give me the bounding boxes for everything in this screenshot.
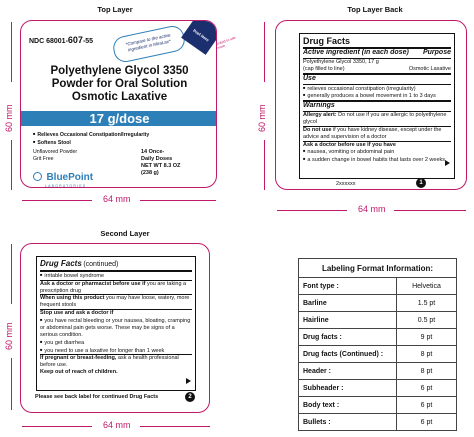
ndc-prefix: NDC 68001- [29, 38, 68, 45]
front-width-line-left [22, 200, 92, 201]
table-row: Barline 1.5 pt [299, 295, 457, 312]
ai-line-1: Polyethylene Glycol 3350, 17 g [303, 59, 379, 65]
front-width-dim: 64 mm [103, 194, 131, 204]
benefits-list [33, 131, 149, 148]
continue-arrow-icon [186, 378, 191, 384]
front-height-dim: 60 mm [4, 104, 14, 132]
format-info-title: Labeling Format Information: [299, 259, 457, 278]
second-height-line-lower [11, 358, 12, 410]
continue-arrow-icon [445, 160, 450, 166]
ndc-code: 607 [67, 35, 83, 45]
table-row: Header : 8 pt [299, 363, 457, 380]
stop-2: ■ you get diarrhea [40, 339, 192, 347]
title-line-1: Polyethylene Glycol 3350 [50, 65, 189, 77]
continued-title: Drug Facts (continued) [40, 259, 119, 268]
table-row: Hairline 0.5 pt [299, 312, 457, 329]
stop-1: ■ you have rectal bleeding or your nausea, bloating, cramping or abdominal pain gets worse. These may be signs of a serious condition. [40, 317, 192, 339]
front-height-line-lower [11, 140, 12, 190]
title-line-3: Osmotic Laxative [71, 91, 168, 104]
page-number-1: 1 [416, 178, 426, 188]
product-title [21, 65, 217, 105]
dose-banner: 17 g/dose [21, 111, 217, 126]
allergy-alert: Allergy alert: Do not use if you are allergic to polyethylene glycol [303, 112, 447, 125]
front-width-line-right [140, 200, 216, 201]
ask-pharmacist: Ask a doctor or pharmacist before use if you are taking a prescription drug [40, 280, 187, 294]
title-line-2: Powder for Oral Solution [51, 78, 188, 91]
second-height-dim: 60 mm [4, 322, 14, 350]
flag-side-note: Unfold to see more [215, 35, 237, 51]
ai-line-2: (cap filled to line) Osmotic Laxative [303, 65, 451, 72]
when-using: When using this product you may have loose, watery, more frequent stools [40, 295, 190, 309]
see-back-label: Please see back label for continued Drug Facts [35, 394, 159, 400]
back-height-dim: 60 mm [257, 104, 267, 132]
ask-doctor: Ask a doctor before use if you have [303, 141, 396, 148]
brand-name: BluePoint [46, 172, 94, 183]
do-not-use: Do not use if you have kidney disease, except under the advice and supervision of a doctor [303, 126, 442, 140]
drug-facts-continued-box [36, 256, 196, 391]
page-number-2: 2 [185, 392, 195, 402]
second-width-line-right [140, 426, 210, 427]
second-width-dim: 64 mm [103, 420, 131, 430]
back-height-line [264, 22, 265, 82]
stop-use: Stop use and ask a doctor if [40, 310, 114, 317]
brand-subtitle: LABORATORIES [45, 184, 87, 188]
lot-code: 2xxxxxx [336, 181, 356, 187]
table-row: Bullets : 6 pt [299, 414, 457, 431]
back-width-line-left [277, 210, 347, 211]
back-width-dim: 64 mm [358, 204, 386, 214]
unflavored-text: Unflavored Powder [33, 149, 78, 155]
front-label-panel [20, 20, 217, 188]
table-row: Font type : Helvetica [299, 278, 457, 295]
table-row: Drug facts : 9 pt [299, 329, 457, 346]
once-daily-1: 14 Once- [141, 149, 165, 155]
top-back-title: Top Layer Back [347, 5, 403, 14]
second-layer-title: Second Layer [100, 229, 150, 238]
ask-1: ■ nausea, vomiting or abdominal pain [303, 148, 451, 156]
table-row: Subheader : 6 pt [299, 380, 457, 397]
use-2: ■ generally produces a bowel movement in 1 to 3 days [303, 92, 451, 100]
drug-facts-title: Drug Facts [303, 36, 351, 46]
ndc-suffix: -55 [82, 38, 94, 45]
top-layer-title: Top Layer [97, 5, 133, 14]
benefit-1: ■ Relieves Occasional Constipation/Irregularity [33, 131, 149, 139]
keep-out-reach: Keep out of reach of children. [40, 369, 118, 376]
once-daily-2: Daily Doses [141, 156, 173, 163]
ndc-number [29, 35, 93, 45]
second-width-line-left [22, 426, 92, 427]
warnings-header: Warnings [303, 102, 335, 110]
use-header: Use [303, 74, 316, 82]
net-weight: NET WT 8.3 OZ [141, 163, 181, 170]
ask-2: ■ a sudden change in bowel habits that lasts over 2 weeks [303, 156, 451, 164]
back-width-line-right [394, 210, 466, 211]
second-height-line [11, 244, 12, 304]
back-label-panel [275, 20, 467, 190]
front-height-line [11, 22, 12, 82]
ibs-line: ■ irritable bowel syndrome [40, 272, 192, 280]
table-row: Body text : 6 pt [299, 397, 457, 414]
active-ingredient-header: Active ingredient (in each dose) Purpose [303, 49, 451, 57]
back-height-line-lower [264, 140, 265, 190]
grams: (238 g) [141, 170, 159, 177]
drug-facts-box [299, 33, 455, 179]
grit-free-text: Grit Free [33, 156, 54, 163]
format-info-box [298, 258, 464, 431]
net-weight-info [141, 149, 180, 178]
use-1: ■ relieves occasional constipation (irregularity) [303, 85, 451, 93]
pregnancy: If pregnant or breast-feeding, ask a health professional before use. [40, 355, 179, 369]
logo-circle-icon [33, 172, 42, 181]
compare-badge: *Compare to the active ingredient in MiraLax* [111, 24, 187, 64]
benefit-2: ■ Softens Stool [33, 139, 149, 147]
format-info-table [298, 258, 457, 431]
stop-3: ■ you need to use a laxative for longer than 1 week [40, 347, 192, 355]
bluepoint-logo [33, 167, 93, 188]
powder-info [33, 149, 77, 163]
peel-flag[interactable]: Peel Here [181, 20, 217, 55]
table-row: Drug facts (Continued) : 8 pt [299, 346, 457, 363]
second-label-panel [20, 243, 210, 413]
